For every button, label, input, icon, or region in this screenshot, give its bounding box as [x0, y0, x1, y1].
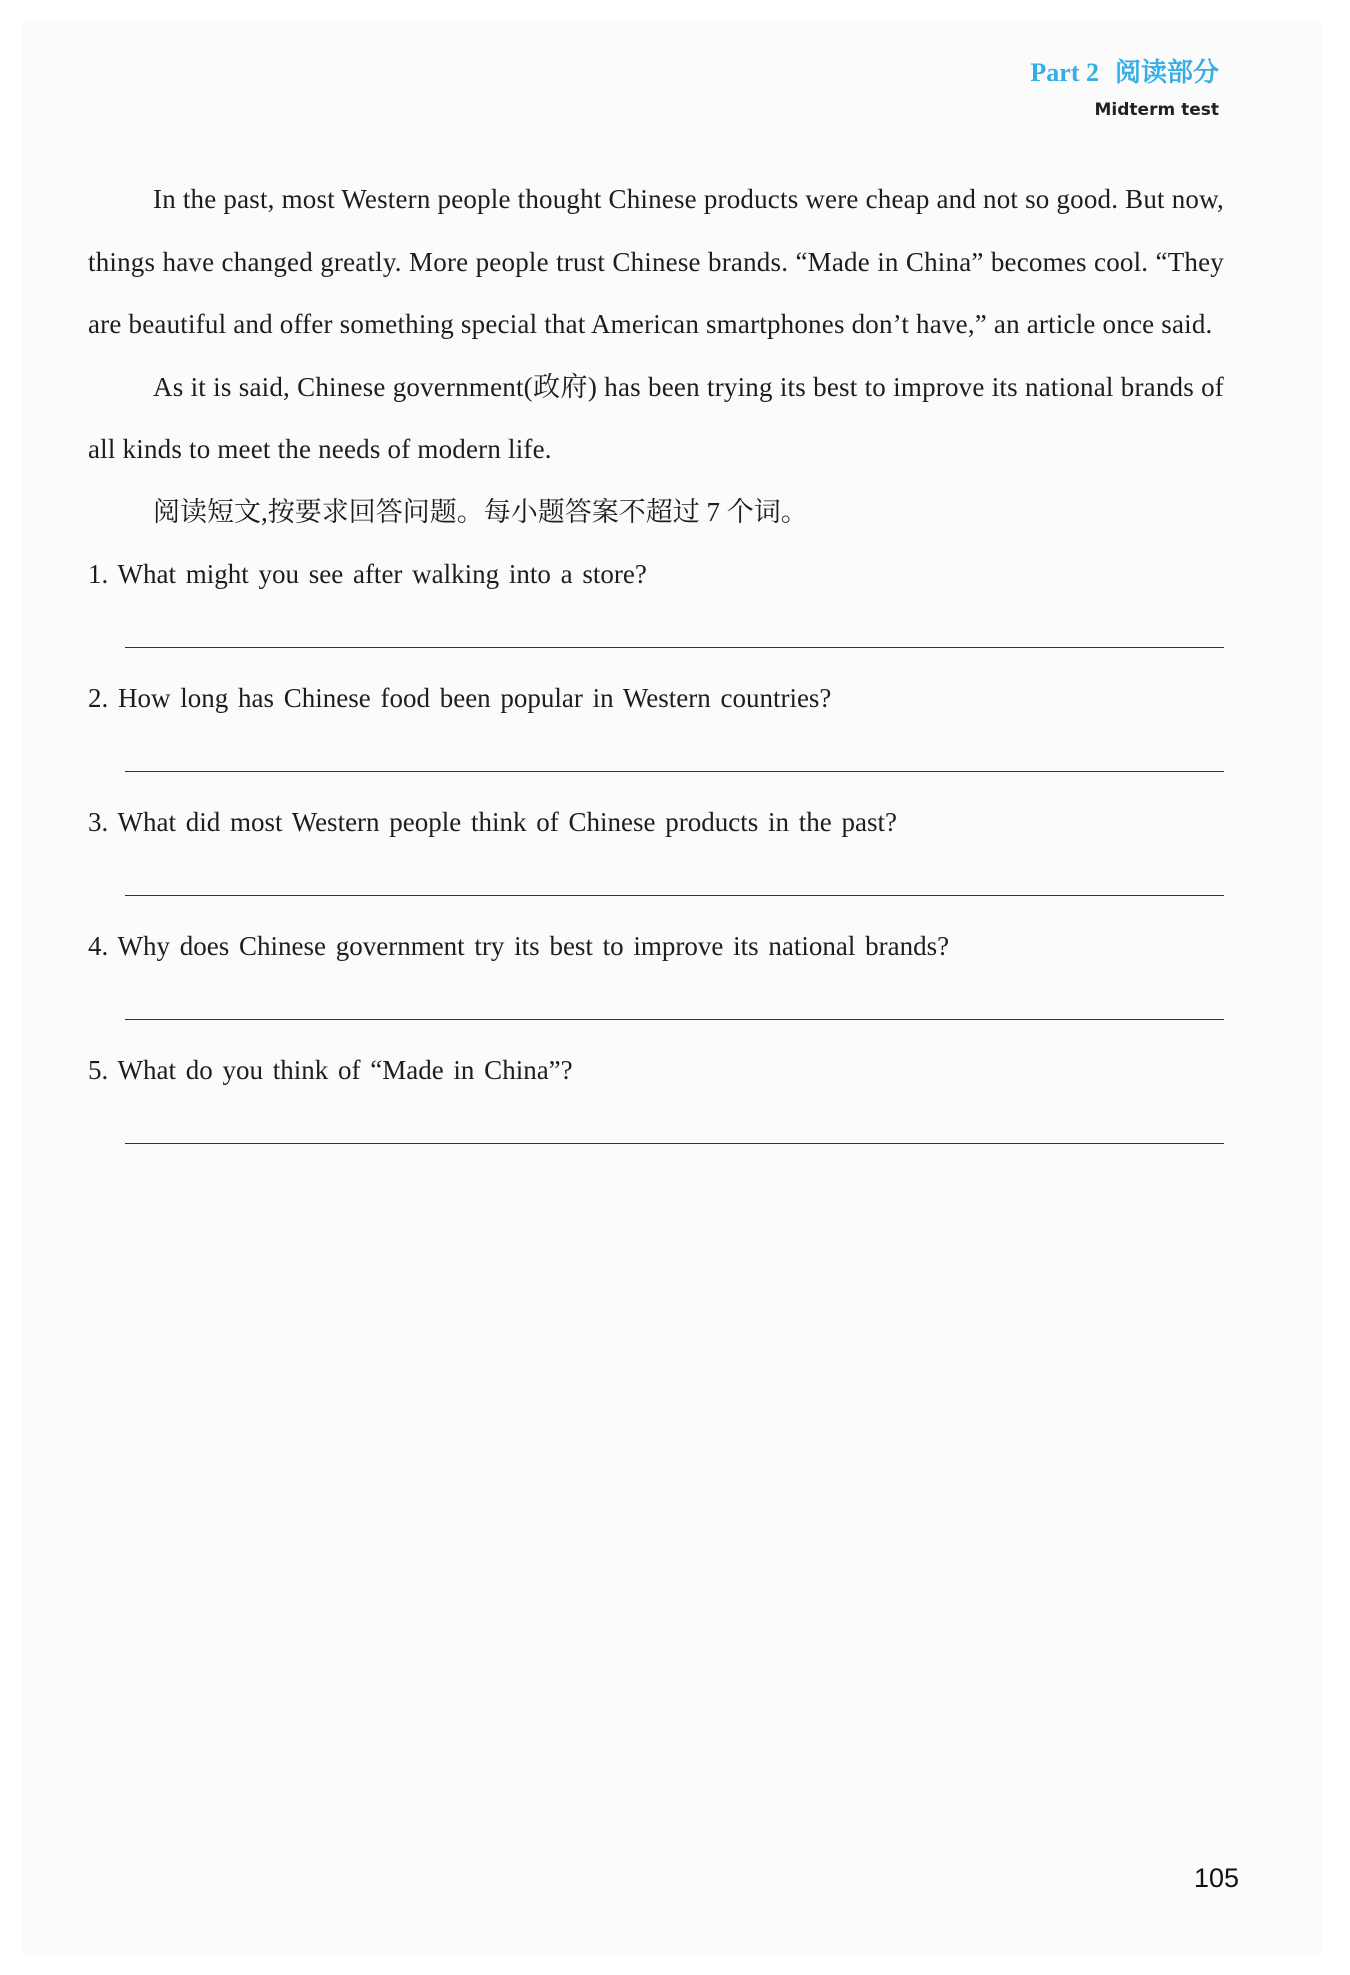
- part-label: Part 2: [1030, 58, 1099, 87]
- question-text: 4. Why does Chinese government try its best to improve its national brands?: [88, 931, 950, 961]
- answer-line[interactable]: [125, 647, 1224, 648]
- question-text: 3. What did most Western people think of Chinese products in the past?: [88, 807, 897, 837]
- page-header: [1030, 56, 1219, 120]
- answer-line[interactable]: [125, 1143, 1224, 1144]
- worksheet-page: [22, 22, 1322, 1954]
- section-subtitle: Midterm test: [1094, 100, 1219, 120]
- question-text: 5. What do you think of “Made in China”?: [88, 1055, 573, 1085]
- page-number: 105: [1193, 1863, 1239, 1893]
- section-title: [1030, 56, 1219, 90]
- answer-line[interactable]: [125, 1019, 1224, 1020]
- question-item: [88, 667, 1224, 791]
- question-item: [88, 1039, 1224, 1163]
- passage-paragraph: As it is said, Chinese government(政府) has been trying its best to improve its national brands of all kinds to meet the needs of modern life.: [88, 371, 1224, 464]
- answer-line[interactable]: [125, 771, 1224, 772]
- answer-line[interactable]: [125, 895, 1224, 896]
- question-item: [88, 791, 1224, 915]
- passage-paragraph: In the past, most Western people thought Chinese products were cheap and not so good. But now, things have changed greatly. More people trust Chinese brands. “Made in China” becomes cool. “They are beautiful and offer something special that American smartphones don’t have,” an article once said.: [88, 184, 1224, 339]
- part-title-chinese: 阅读部分: [1114, 58, 1219, 88]
- question-text: 2. How long has Chinese food been popular in Western countries?: [88, 683, 832, 713]
- reading-content: [88, 168, 1224, 1163]
- instruction-text: 阅读短文,按要求回答问题。每小题答案不超过 7 个词。: [153, 496, 808, 527]
- question-text: 1. What might you see after walking into a store?: [88, 559, 647, 589]
- question-item: [88, 543, 1224, 667]
- question-item: [88, 915, 1224, 1039]
